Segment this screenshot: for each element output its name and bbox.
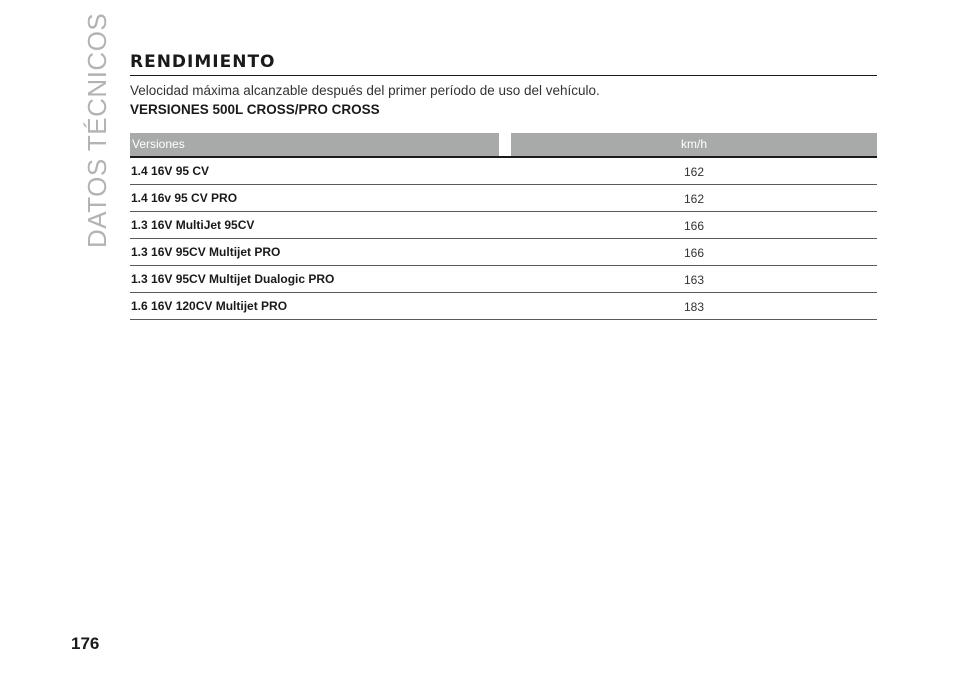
cell-version: 1.4 16v 95 CV PRO xyxy=(131,190,238,205)
column-header-version: Versiones xyxy=(130,133,499,156)
table-row xyxy=(130,293,877,320)
table-row xyxy=(130,185,877,212)
cell-speed: 166 xyxy=(683,245,705,260)
cell-version: 1.3 16V 95CV Multijet Dualogic PRO xyxy=(131,271,335,286)
section-intro: Velocidad máxima alcanzable después del primer período de uso del vehículo. xyxy=(130,83,600,98)
table-row xyxy=(130,239,877,266)
speed-table xyxy=(130,133,877,320)
cell-speed: 166 xyxy=(683,218,705,233)
section-subtitle: VERSIONES 500L CROSS/PRO CROSS xyxy=(130,102,380,117)
table-row xyxy=(130,212,877,239)
page-number: 176 xyxy=(71,634,100,653)
cell-speed: 183 xyxy=(683,299,705,314)
cell-version: 1.6 16V 120CV Multijet PRO xyxy=(131,298,288,313)
chapter-side-tab: DATOS TÉCNICOS xyxy=(82,12,112,248)
cell-speed: 163 xyxy=(683,272,705,287)
table-header xyxy=(130,133,877,156)
column-header-speed: km/h xyxy=(511,133,877,156)
page-content xyxy=(130,52,877,320)
section-title: RENDIMIENTO xyxy=(130,52,877,76)
cell-version: 1.3 16V MultiJet 95CV xyxy=(131,217,255,232)
table-row xyxy=(130,158,877,185)
column-header-gap xyxy=(499,133,511,156)
cell-version: 1.4 16V 95 CV xyxy=(131,163,210,178)
cell-version: 1.3 16V 95CV Multijet PRO xyxy=(131,244,281,259)
table-row xyxy=(130,266,877,293)
cell-speed: 162 xyxy=(683,191,705,206)
cell-speed: 162 xyxy=(683,164,705,179)
